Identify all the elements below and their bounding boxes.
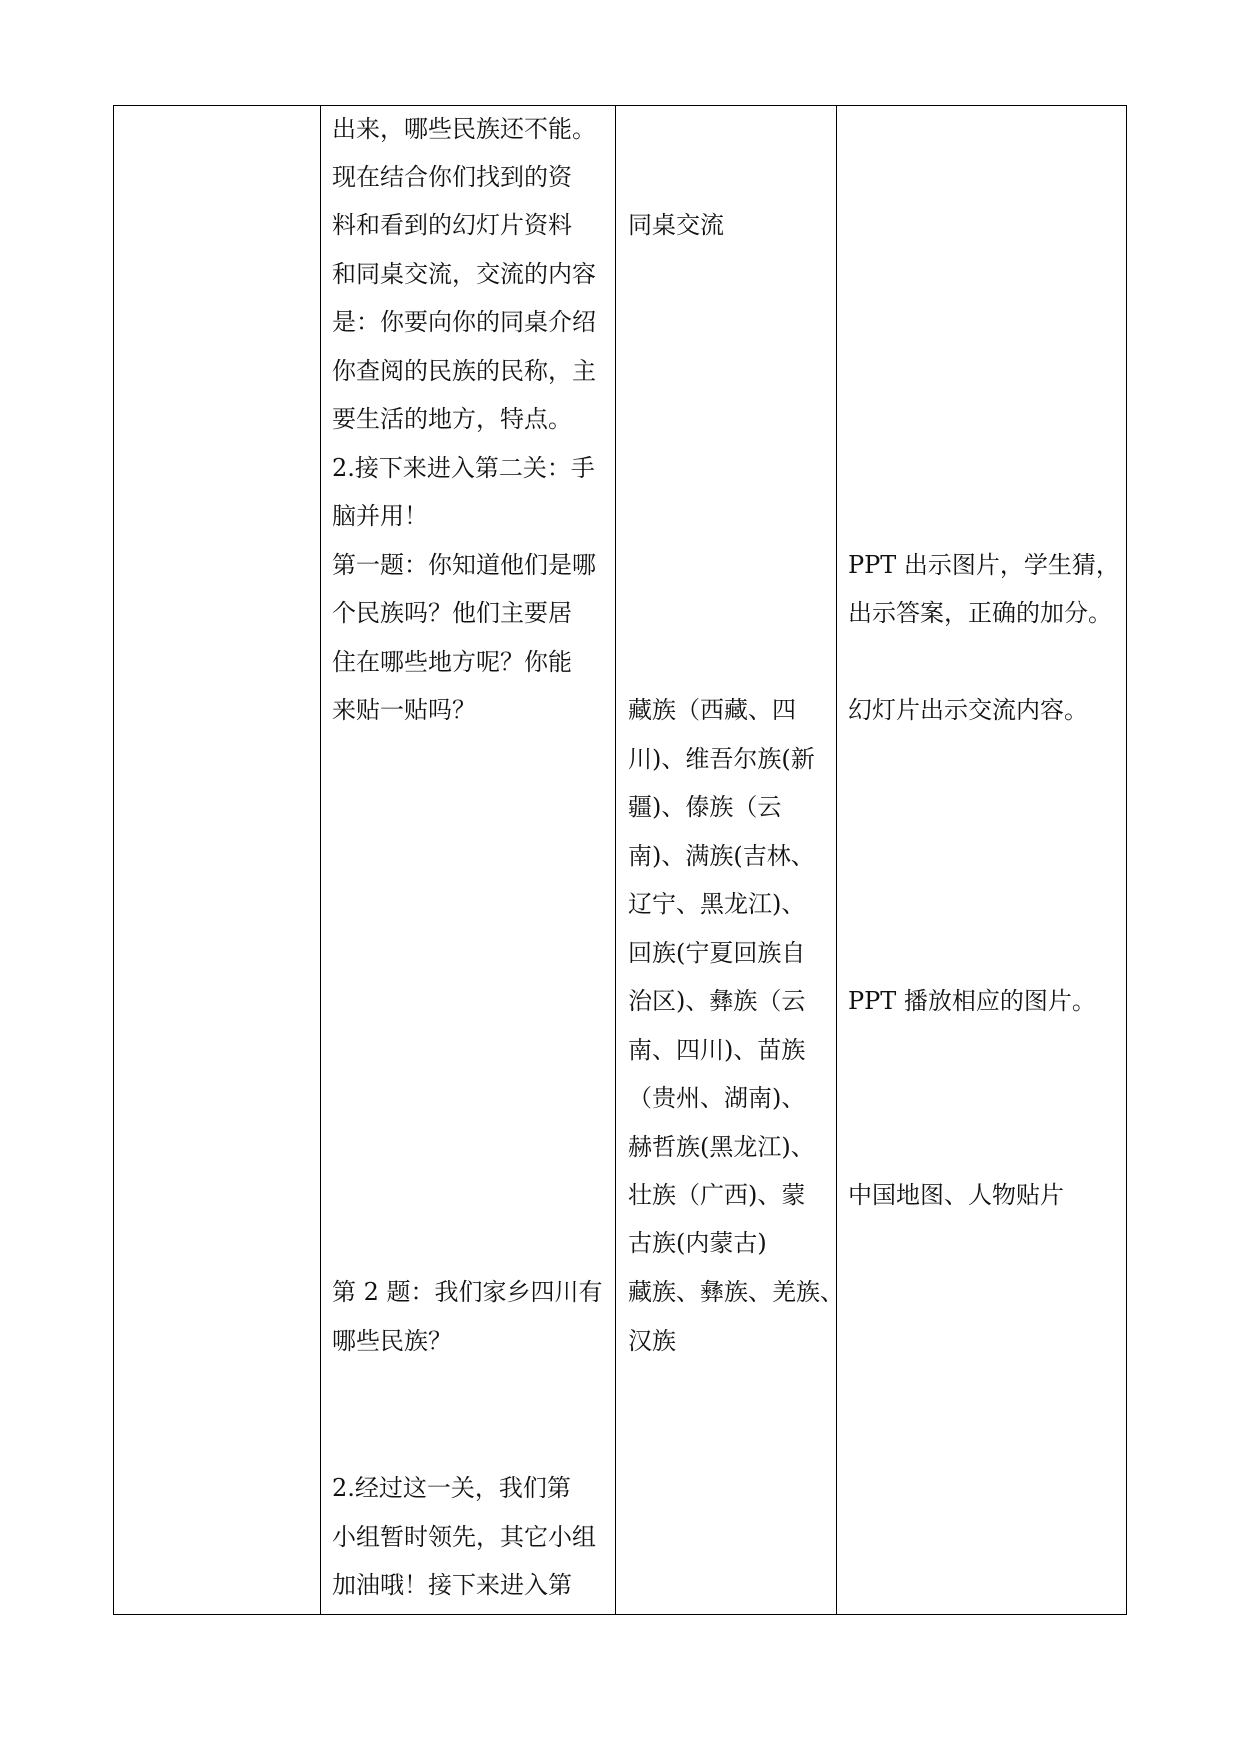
text-line: （贵州、湖南)、 <box>628 1084 806 1112</box>
text-line: 辽宁、黑龙江)、 <box>628 890 806 918</box>
text-line: 回族(宁夏回族自 <box>628 939 806 967</box>
text-line: 川)、维吾尔族(新 <box>628 745 815 773</box>
text-line: 中国地图、人物贴片 <box>848 1181 1064 1209</box>
column-divider <box>320 105 321 1615</box>
text-line: 南、四川)、苗族 <box>628 1036 806 1064</box>
text-line: 出来，哪些民族还不能。 <box>332 115 596 143</box>
text-line: 藏族、彝族、羌族、 <box>628 1278 844 1306</box>
text-line: 2.接下来进入第二关：手 <box>332 454 595 482</box>
text-line: 现在结合你们找到的资 <box>332 163 572 191</box>
text-line: 脑并用！ <box>332 502 428 530</box>
text-line: 和同桌交流，交流的内容 <box>332 260 596 288</box>
text-line: 住在哪些地方呢？你能 <box>332 648 572 676</box>
text-line: 幻灯片出示交流内容。 <box>848 696 1088 724</box>
text-line: 藏族（西藏、四 <box>628 696 796 724</box>
text-line: 来贴一贴吗？ <box>332 696 476 724</box>
table-cell-empty <box>115 105 319 1615</box>
text-line: 个民族吗？他们主要居 <box>332 599 572 627</box>
text-line: PPT 播放相应的图片。 <box>848 987 1096 1015</box>
text-line: 赫哲族(黑龙江)、 <box>628 1133 815 1161</box>
text-line: 汉族 <box>628 1327 676 1355</box>
text-line: 第 2 题：我们家乡四川有 <box>332 1278 603 1306</box>
text-line: 2.经过这一关，我们第 <box>332 1474 571 1502</box>
text-line: 治区)、彝族（云 <box>628 987 806 1015</box>
text-line: 古族(内蒙古) <box>628 1229 767 1257</box>
text-line: 同桌交流 <box>628 211 724 239</box>
table-cell-teacher-activity <box>332 105 614 1615</box>
text-line: 要生活的地方，特点。 <box>332 405 572 433</box>
text-line: 是：你要向你的同桌介绍 <box>332 308 596 336</box>
column-divider <box>836 105 837 1615</box>
text-line: 料和看到的幻灯片资料 <box>332 211 572 239</box>
column-divider <box>615 105 616 1615</box>
text-line: 出示答案，正确的加分。 <box>848 599 1112 627</box>
text-line: 小组暂时领先，其它小组 <box>332 1523 596 1551</box>
table-cell-media <box>848 105 1124 1615</box>
table-cell-student-activity <box>628 105 844 1615</box>
text-line: 第一题：你知道他们是哪 <box>332 551 596 579</box>
text-line: 壮族（广西)、蒙 <box>628 1181 806 1209</box>
text-line: 哪些民族？ <box>332 1327 452 1355</box>
text-line: 你查阅的民族的民称，主 <box>332 357 596 385</box>
text-line: 疆)、傣族（云 <box>628 793 782 821</box>
text-line: 南)、满族(吉林、 <box>628 842 815 870</box>
text-line: 加油哦！接下来进入第 <box>332 1571 572 1599</box>
text-line: PPT 出示图片，学生猜， <box>848 551 1120 579</box>
